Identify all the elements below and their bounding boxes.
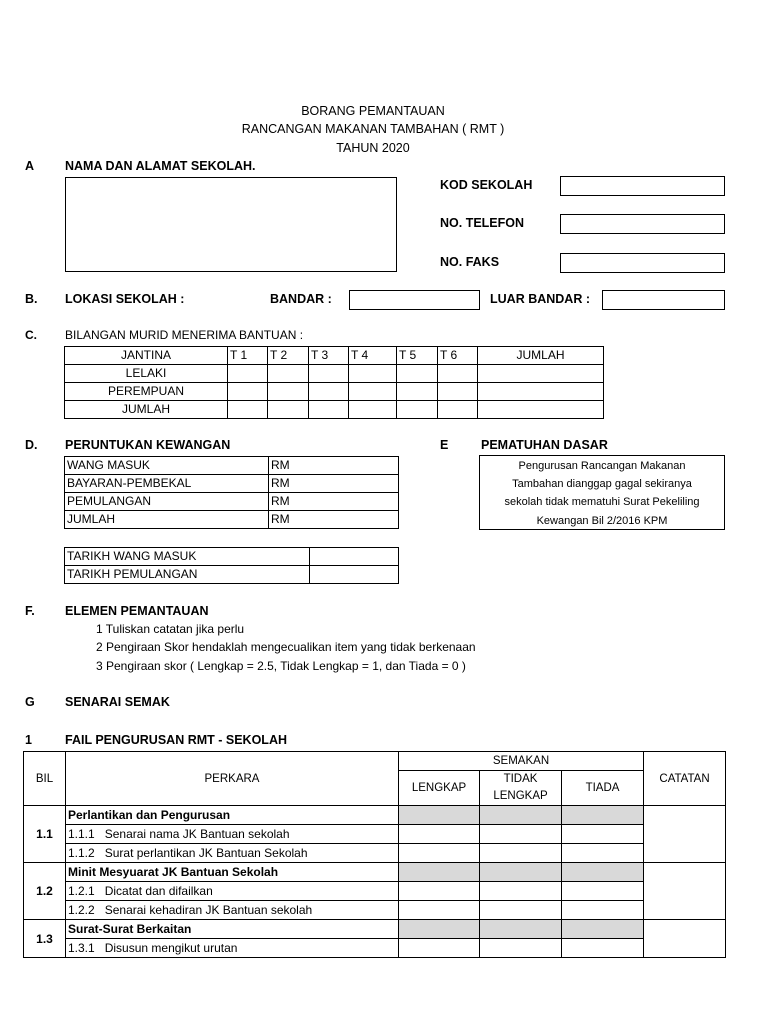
item-number: 1.3.1 xyxy=(68,941,95,955)
input-cell[interactable] xyxy=(397,383,438,401)
group-title: Minit Mesyuarat JK Bantuan Sekolah xyxy=(66,863,399,882)
input-cell[interactable] xyxy=(349,365,397,383)
date-label: TARIKH WANG MASUK xyxy=(65,548,310,566)
section-c-letter: C. xyxy=(25,328,37,342)
finance-item: WANG MASUK xyxy=(65,457,269,475)
section-g-letter: G xyxy=(25,695,35,709)
check-cell-lengkap[interactable] xyxy=(399,863,480,882)
header-lengkap: LENGKAP xyxy=(399,771,480,806)
item-number: 1.2.1 xyxy=(68,884,95,898)
policy-line: Tambahan dianggap gagal sekiranya xyxy=(512,478,692,491)
section-1-number: 1 xyxy=(25,733,32,747)
date-table xyxy=(64,547,399,584)
header-t5: T 5 xyxy=(397,347,438,365)
check-cell-tiada[interactable] xyxy=(562,882,644,901)
kod-sekolah-label: KOD SEKOLAH xyxy=(440,178,533,192)
item-text: Senarai nama JK Bantuan sekolah xyxy=(104,827,290,841)
checklist-table xyxy=(23,751,726,958)
check-cell-lengkap[interactable] xyxy=(399,825,480,844)
finance-amount[interactable]: RM xyxy=(269,457,399,475)
input-cell[interactable] xyxy=(438,365,478,383)
bandar-label: BANDAR : xyxy=(270,292,332,306)
table-row xyxy=(65,383,604,401)
check-cell-tiada[interactable] xyxy=(562,939,644,958)
student-table-header xyxy=(65,347,604,365)
header-tidak-lengkap xyxy=(480,771,562,806)
catatan-cell[interactable] xyxy=(644,920,726,958)
checklist-item xyxy=(66,825,399,844)
check-cell-tiada[interactable] xyxy=(562,863,644,882)
faks-label: NO. FAKS xyxy=(440,255,500,269)
input-cell[interactable] xyxy=(309,365,349,383)
check-cell-tidak-lengkap[interactable] xyxy=(480,901,562,920)
input-cell[interactable] xyxy=(349,383,397,401)
table-row xyxy=(24,806,726,825)
section-a-label: NAMA DAN ALAMAT SEKOLAH. xyxy=(65,159,256,173)
telefon-label: NO. TELEFON xyxy=(440,216,525,230)
item-text: Senarai kehadiran JK Bantuan sekolah xyxy=(104,903,313,917)
section-e-letter: E xyxy=(440,438,449,452)
table-row xyxy=(65,365,604,383)
table-row xyxy=(24,844,726,863)
bandar-field[interactable] xyxy=(349,290,480,310)
check-cell-tidak-lengkap[interactable] xyxy=(480,806,562,825)
table-row xyxy=(65,457,399,475)
input-cell[interactable] xyxy=(268,365,309,383)
table-row xyxy=(24,863,726,882)
input-cell[interactable] xyxy=(228,401,268,419)
title-line-2: RANCANGAN MAKANAN TAMBAHAN ( RMT ) xyxy=(241,122,505,136)
table-row xyxy=(24,939,726,958)
header-t6: T 6 xyxy=(438,347,478,365)
finance-table xyxy=(64,456,399,529)
item-number: 1.1.2 xyxy=(68,846,95,860)
check-cell-tiada[interactable] xyxy=(562,901,644,920)
input-cell[interactable] xyxy=(438,401,478,419)
header-jumlah: JUMLAH xyxy=(478,347,604,365)
header-t3: T 3 xyxy=(309,347,349,365)
table-row xyxy=(65,548,399,566)
header-t1: T 1 xyxy=(228,347,268,365)
section-a-letter: A xyxy=(25,159,35,173)
section-b-label: LOKASI SEKOLAH : xyxy=(65,292,185,306)
finance-item: BAYARAN-PEMBEKAL xyxy=(65,475,269,493)
check-cell-lengkap[interactable] xyxy=(399,806,480,825)
checklist-header xyxy=(24,752,726,771)
checklist-item xyxy=(66,901,399,920)
header-semakan: SEMAKAN xyxy=(399,752,644,771)
finance-amount[interactable]: RM xyxy=(269,511,399,529)
check-cell-tidak-lengkap[interactable] xyxy=(480,825,562,844)
school-name-address-field[interactable] xyxy=(65,177,397,272)
input-cell[interactable] xyxy=(478,365,604,383)
header-t4: T 4 xyxy=(349,347,397,365)
faks-field[interactable] xyxy=(560,253,725,273)
header-catatan: CATATAN xyxy=(644,752,726,806)
section-1-label: FAIL PENGURUSAN RMT - SEKOLAH xyxy=(65,733,287,747)
input-cell[interactable] xyxy=(228,365,268,383)
table-row xyxy=(65,401,604,419)
check-cell-tiada[interactable] xyxy=(562,920,644,939)
policy-line: sekolah tidak mematuhi Surat Pekeliling xyxy=(504,496,700,509)
item-text: Dicatat dan difailkan xyxy=(104,884,213,898)
input-cell[interactable] xyxy=(309,383,349,401)
instruction-item: 3 Pengiraan skor ( Lengkap = 2.5, Tidak Lengkap = 1, dan Tiada = 0 ) xyxy=(96,659,466,673)
checklist-item xyxy=(66,844,399,863)
group-bil: 1.2 xyxy=(24,863,66,920)
table-row xyxy=(24,920,726,939)
title-line-3: TAHUN 2020 xyxy=(336,141,410,155)
check-cell-tidak-lengkap[interactable] xyxy=(480,844,562,863)
row-label-jumlah: JUMLAH xyxy=(65,401,228,419)
date-field[interactable] xyxy=(310,566,399,584)
section-d-letter: D. xyxy=(25,438,38,452)
checklist-item xyxy=(66,882,399,901)
input-cell[interactable] xyxy=(478,383,604,401)
section-c-label: BILANGAN MURID MENERIMA BANTUAN : xyxy=(65,328,304,342)
finance-amount[interactable]: RM xyxy=(269,493,399,511)
policy-line: Pengurusan Rancangan Makanan xyxy=(518,460,686,472)
table-row xyxy=(65,566,399,584)
luar-bandar-field[interactable] xyxy=(602,290,725,310)
table-row xyxy=(24,825,726,844)
check-cell-lengkap[interactable] xyxy=(399,939,480,958)
table-row xyxy=(24,882,726,901)
section-f-label: ELEMEN PEMANTAUAN xyxy=(65,604,209,618)
header-tidak-line1: TIDAK xyxy=(503,773,538,785)
date-field[interactable] xyxy=(310,548,399,566)
header-tidak-line2: LENGKAP xyxy=(493,790,548,802)
input-cell[interactable] xyxy=(349,401,397,419)
row-label-perempuan: PEREMPUAN xyxy=(65,383,228,401)
input-cell[interactable] xyxy=(228,383,268,401)
table-row xyxy=(65,475,399,493)
policy-line: Kewangan Bil 2/2016 KPM xyxy=(536,514,668,527)
item-number: 1.1.1 xyxy=(68,827,95,841)
group-bil: 1.1 xyxy=(24,806,66,863)
check-cell-lengkap[interactable] xyxy=(399,901,480,920)
table-row xyxy=(65,493,399,511)
group-title: Perlantikan dan Pengurusan xyxy=(66,806,399,825)
instruction-item: 2 Pengiraan Skor hendaklah mengecualikan item yang tidak berkenaan xyxy=(96,640,476,654)
check-cell-tidak-lengkap[interactable] xyxy=(480,939,562,958)
finance-amount[interactable]: RM xyxy=(269,475,399,493)
header-jantina: JANTINA xyxy=(65,347,228,365)
input-cell[interactable] xyxy=(268,383,309,401)
check-cell-tidak-lengkap[interactable] xyxy=(480,882,562,901)
catatan-cell[interactable] xyxy=(644,863,726,920)
input-cell[interactable] xyxy=(397,401,438,419)
input-cell[interactable] xyxy=(438,383,478,401)
telefon-field[interactable] xyxy=(560,214,725,234)
header-t2: T 2 xyxy=(268,347,309,365)
section-b-letter: B. xyxy=(25,292,38,306)
check-cell-lengkap[interactable] xyxy=(399,844,480,863)
finance-item: PEMULANGAN xyxy=(65,493,269,511)
section-e-label: PEMATUHAN DASAR xyxy=(481,438,608,452)
item-text: Disusun mengikut urutan xyxy=(104,941,238,955)
check-cell-tiada[interactable] xyxy=(562,825,644,844)
date-label: TARIKH PEMULANGAN xyxy=(65,566,310,584)
input-cell[interactable] xyxy=(309,401,349,419)
title-line-1: BORANG PEMANTAUAN xyxy=(301,104,445,118)
luar-bandar-label: LUAR BANDAR : xyxy=(490,292,590,306)
check-cell-tiada[interactable] xyxy=(562,806,644,825)
finance-item: JUMLAH xyxy=(65,511,269,529)
input-cell[interactable] xyxy=(478,401,604,419)
table-row xyxy=(24,901,726,920)
header-bil: BIL xyxy=(24,752,66,806)
check-cell-lengkap[interactable] xyxy=(399,882,480,901)
checklist-item xyxy=(66,939,399,958)
header-perkara: PERKARA xyxy=(66,752,399,806)
input-cell[interactable] xyxy=(268,401,309,419)
check-cell-tiada[interactable] xyxy=(562,844,644,863)
check-cell-tidak-lengkap[interactable] xyxy=(480,920,562,939)
catatan-cell[interactable] xyxy=(644,806,726,863)
student-count-table xyxy=(64,346,604,419)
section-d-label: PERUNTUKAN KEWANGAN xyxy=(65,438,231,452)
group-bil: 1.3 xyxy=(24,920,66,958)
input-cell[interactable] xyxy=(397,365,438,383)
header-tiada: TIADA xyxy=(562,771,644,806)
section-f-letter: F. xyxy=(25,604,35,618)
kod-sekolah-field[interactable] xyxy=(560,176,725,196)
instruction-item: 1 Tuliskan catatan jika perlu xyxy=(96,622,245,636)
policy-note-box xyxy=(479,455,725,530)
check-cell-tidak-lengkap[interactable] xyxy=(480,863,562,882)
item-text: Surat perlantikan JK Bantuan Sekolah xyxy=(104,846,308,860)
item-number: 1.2.2 xyxy=(68,903,95,917)
table-row xyxy=(65,511,399,529)
section-g-label: SENARAI SEMAK xyxy=(65,695,170,709)
group-title: Surat-Surat Berkaitan xyxy=(66,920,399,939)
check-cell-lengkap[interactable] xyxy=(399,920,480,939)
row-label-lelaki: LELAKI xyxy=(65,365,228,383)
